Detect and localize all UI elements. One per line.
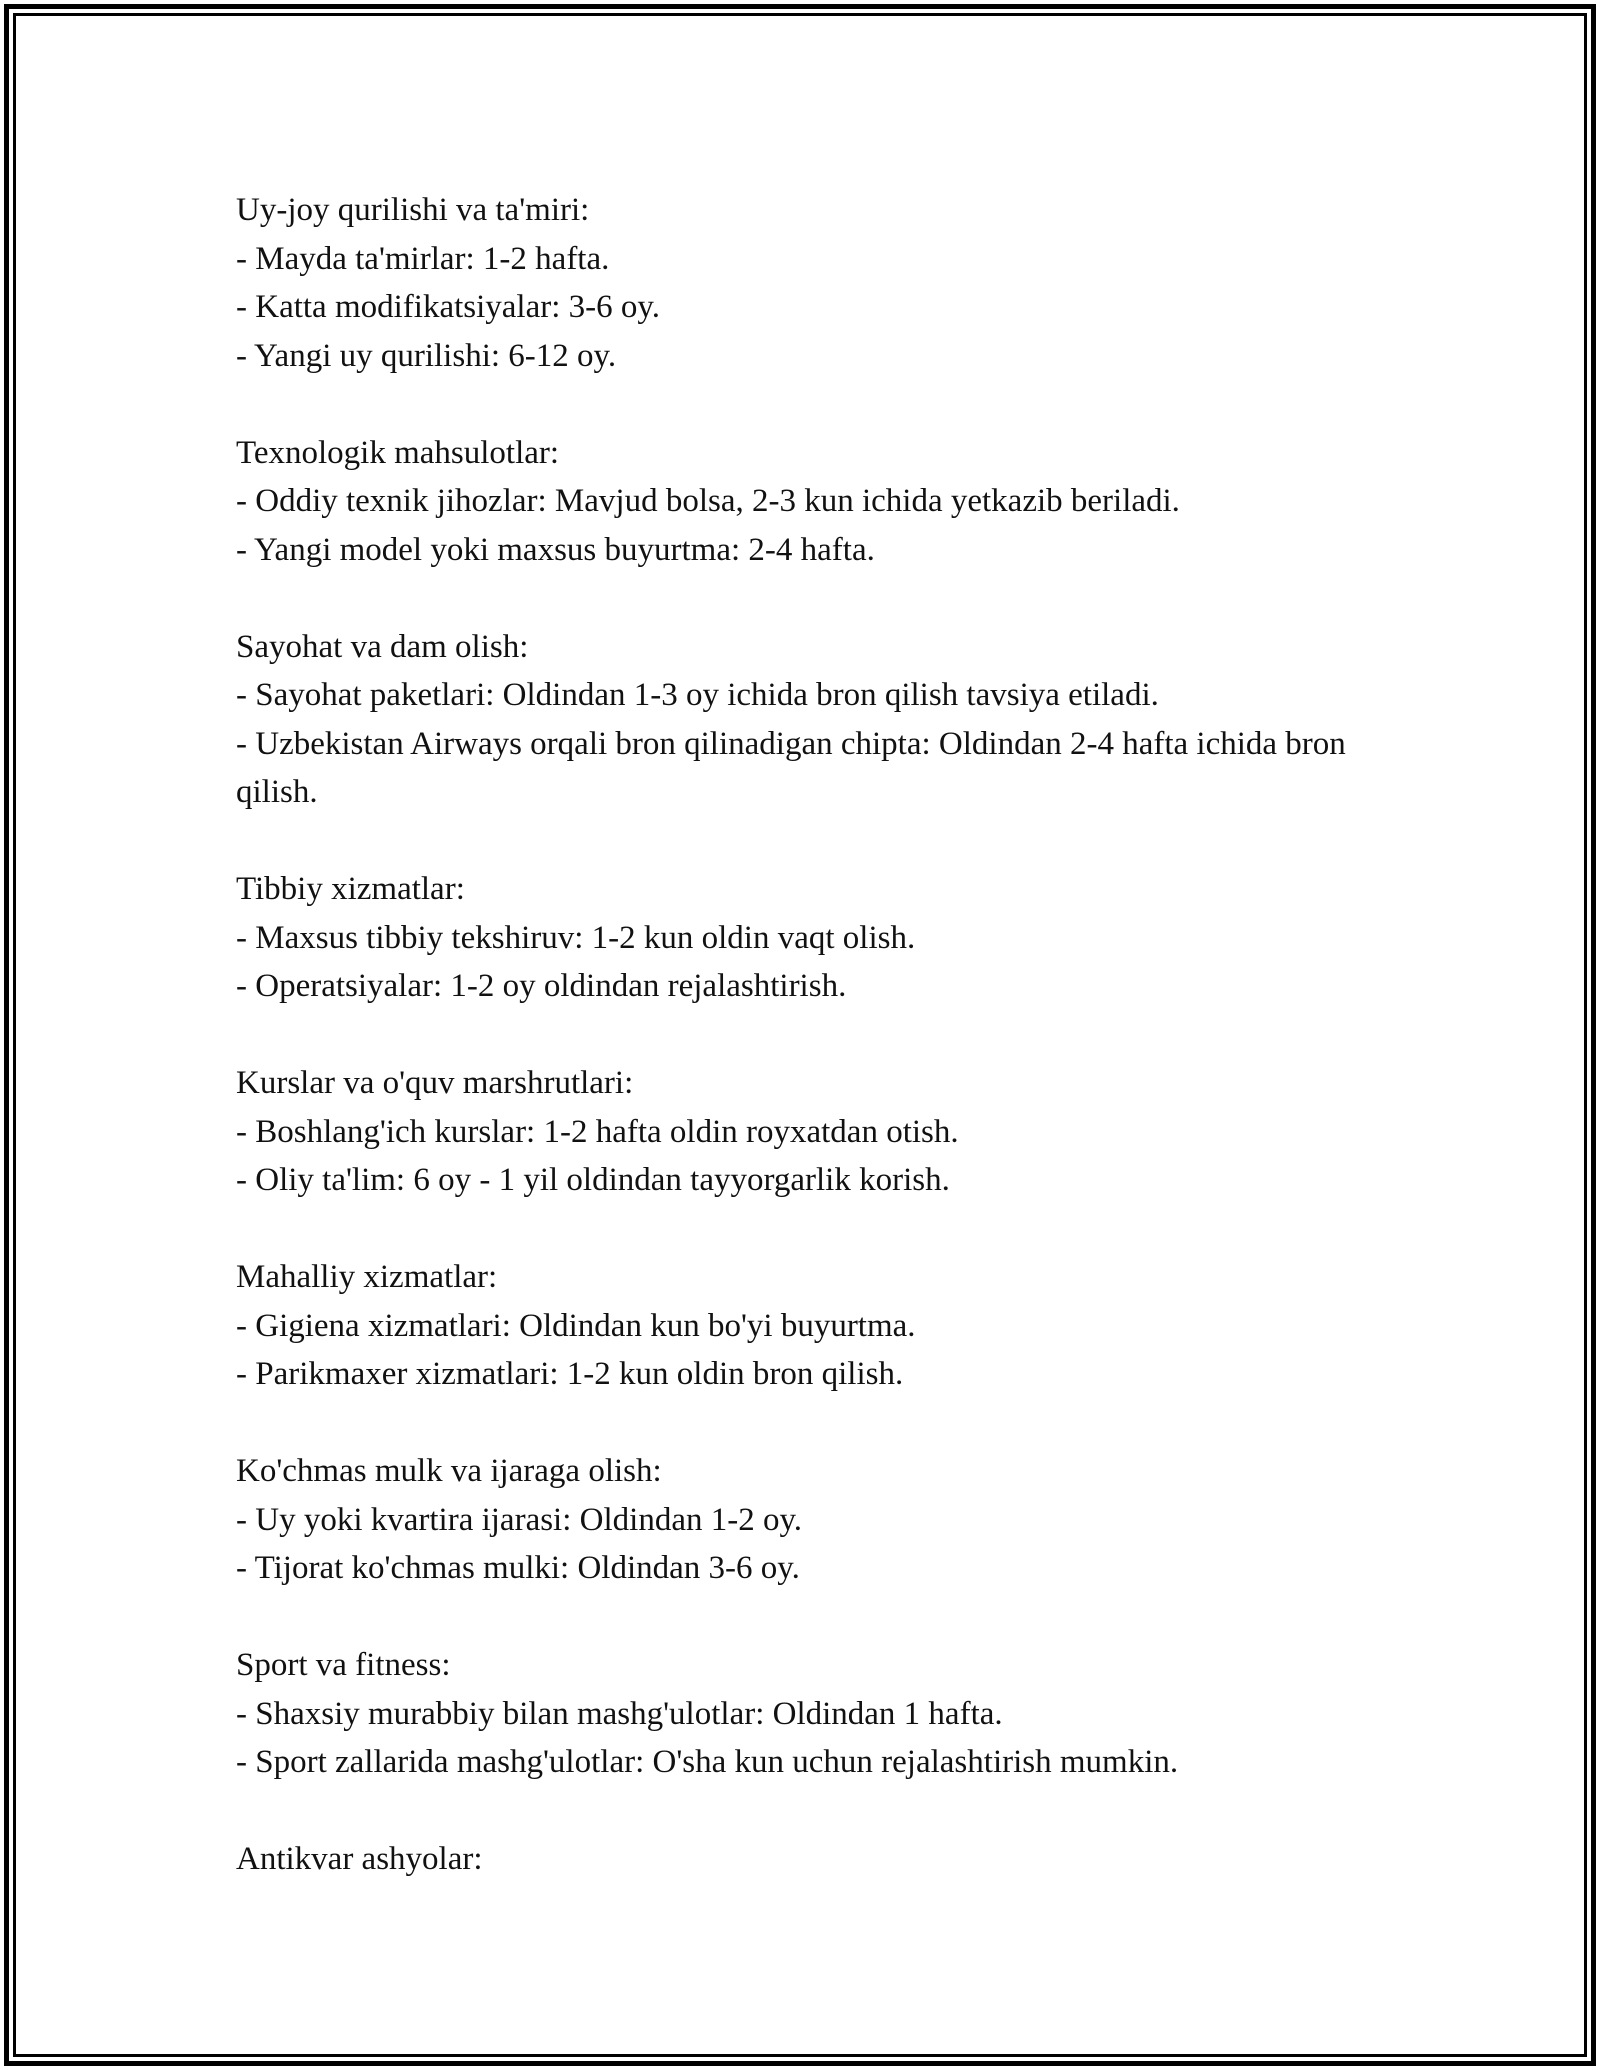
section-sayohat xyxy=(236,623,1396,817)
list-item: - Boshlang'ich kurslar: 1-2 hafta oldin royxatdan otish. xyxy=(236,1113,959,1150)
list-item: - Uzbekistan Airways orqali bron qilinadigan chipta: Oldindan 2-4 hafta ichida bron qilish. xyxy=(236,725,1346,810)
section-antikvar xyxy=(236,1835,1396,1884)
section-kochmas-mulk xyxy=(236,1447,1396,1593)
section-heading: Uy-joy qurilishi va ta'miri: xyxy=(236,192,590,228)
list-item: - Shaxsiy murabbiy bilan mashg'ulotlar: Oldindan 1 hafta. xyxy=(236,1695,1003,1732)
list-item: - Gigiena xizmatlari: Oldindan kun bo'yi buyurtma. xyxy=(236,1307,916,1344)
list-item: - Yangi model yoki maxsus buyurtma: 2-4 hafta. xyxy=(236,531,875,568)
list-item: - Yangi uy qurilishi: 6-12 oy. xyxy=(236,337,617,374)
list-item: - Mayda ta'mirlar: 1-2 hafta. xyxy=(236,240,610,277)
list-item: - Uy yoki kvartira ijarasi: Oldindan 1-2 oy. xyxy=(236,1501,803,1538)
section-kurslar xyxy=(236,1059,1396,1205)
list-item: - Sport zallarida mashg'ulotlar: O'sha kun uchun rejalashtirish mumkin. xyxy=(236,1744,1179,1780)
document-body xyxy=(236,186,1396,1932)
section-heading: Sport va fitness: xyxy=(236,1647,451,1683)
list-item: - Sayohat paketlari: Oldindan 1-3 oy ichida bron qilish tavsiya etiladi. xyxy=(236,677,1159,713)
section-heading: Antikvar ashyolar: xyxy=(236,1841,483,1877)
list-item: - Tijorat ko'chmas mulki: Oldindan 3-6 oy. xyxy=(236,1550,800,1586)
section-heading: Ko'chmas mulk va ijaraga olish: xyxy=(236,1453,662,1489)
section-sport xyxy=(236,1641,1396,1787)
list-item: - Katta modifikatsiyalar: 3-6 oy. xyxy=(236,289,660,325)
section-heading: Texnologik mahsulotlar: xyxy=(236,434,560,471)
section-uy-joy xyxy=(236,186,1396,380)
section-heading: Tibbiy xizmatlar: xyxy=(236,871,465,907)
section-heading: Mahalliy xizmatlar: xyxy=(236,1259,498,1295)
list-item: - Maxsus tibbiy tekshiruv: 1-2 kun oldin vaqt olish. xyxy=(236,919,916,956)
section-heading: Kurslar va o'quv marshrutlari: xyxy=(236,1065,634,1101)
list-item: - Oliy ta'lim: 6 oy - 1 yil oldindan tayyorgarlik korish. xyxy=(236,1162,950,1198)
section-tibbiy xyxy=(236,865,1396,1011)
section-mahalliy xyxy=(236,1253,1396,1399)
list-item: - Parikmaxer xizmatlari: 1-2 kun oldin bron qilish. xyxy=(236,1356,904,1392)
section-heading: Sayohat va dam olish: xyxy=(236,628,529,665)
section-texnologik xyxy=(236,429,1396,575)
list-item: - Oddiy texnik jihozlar: Mavjud bolsa, 2-3 kun ichida yetkazib beriladi. xyxy=(236,483,1180,519)
list-item: - Operatsiyalar: 1-2 oy oldindan rejalashtirish. xyxy=(236,968,847,1004)
